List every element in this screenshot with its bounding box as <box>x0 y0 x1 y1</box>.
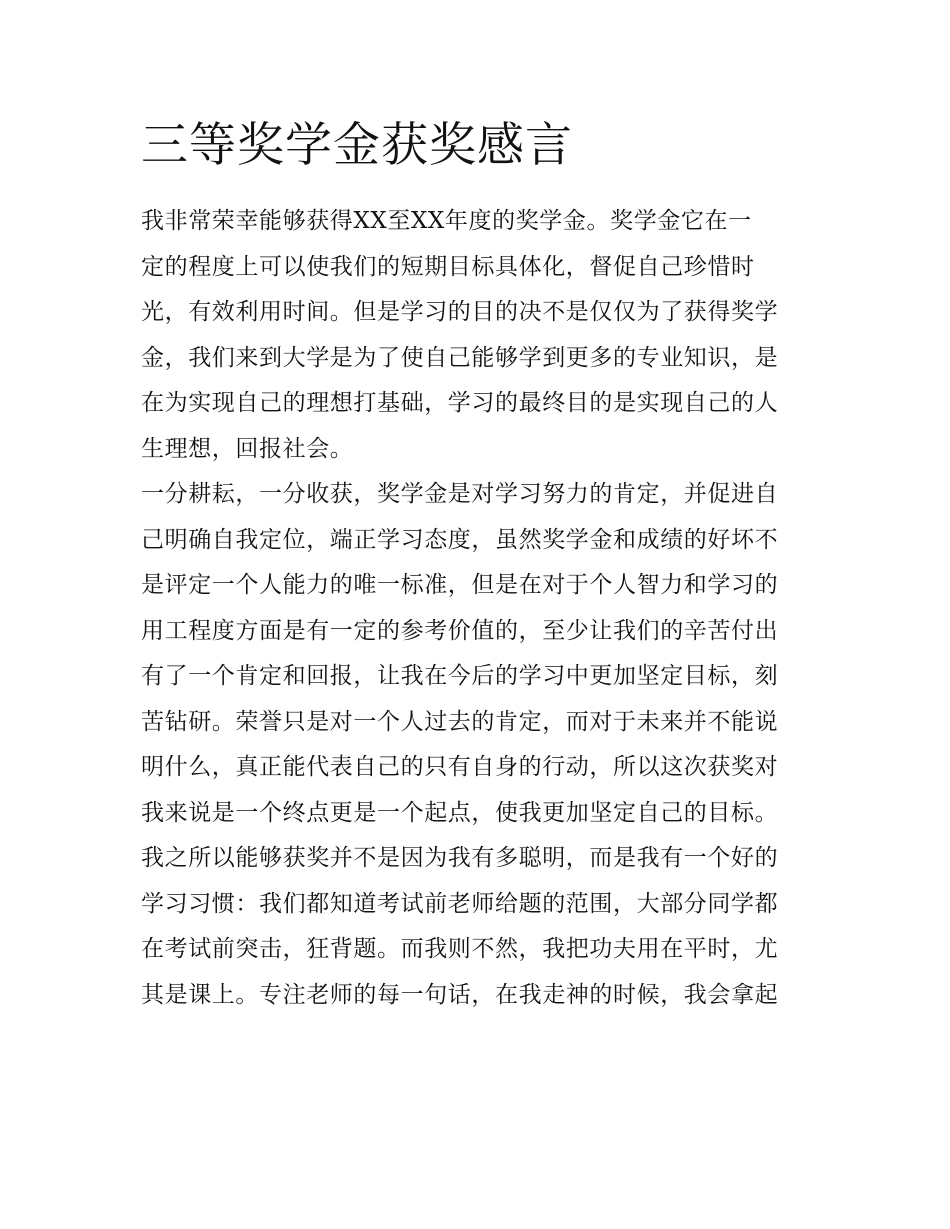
text-line-14: 我来说是一个终点更是一个起点，使我更加坚定自己的目标。 <box>141 799 779 826</box>
document-title: 三等奖学金获奖感言 <box>141 118 573 173</box>
text-line-3: 光，有效利用时间。但是学习的目的决不是仅仅为了获得奖学 <box>141 299 779 325</box>
text-line-10: 用工程度方面是有一定的参考价值的，至少让我们的辛苦付出 <box>141 617 779 644</box>
text-line-6: 生理想，回报社会。 <box>141 435 354 462</box>
text-line-2: 定的程度上可以使我们的短期目标具体化，督促自己珍惜时 <box>141 253 755 280</box>
text-line-16: 学习习惯：我们都知道考试前老师给题的范围，大部分同学都 <box>141 890 779 917</box>
text-line-15: 我之所以能够获奖并不是因为我有多聪明，而是我有一个好的 <box>141 845 779 871</box>
text-line-9: 是评定一个人能力的唯一标准，但是在对于个人智力和学习的 <box>141 572 779 598</box>
text-line-4: 金，我们来到大学是为了使自己能够学到更多的专业知识，是 <box>141 344 779 371</box>
document-body <box>141 199 813 1018</box>
text-line-7: 一分耕耘，一分收获，奖学金是对学习努力的肯定，并促进自 <box>141 481 779 507</box>
text-line-12: 苦钻研。荣誉只是对一个人过去的肯定，而对于未来并不能说 <box>141 708 779 735</box>
text-line-11: 有了一个肯定和回报，让我在今后的学习中更加坚定目标，刻 <box>141 663 779 689</box>
text-line-8: 己明确自我定位，端正学习态度，虽然奖学金和成绩的好坏不 <box>141 526 779 553</box>
text-line-1: 我非常荣幸能够获得XX至XX年度的奖学金。奖学金它在一 <box>141 208 752 234</box>
text-line-18: 其是课上。专注老师的每一句话，在我走神的时候，我会拿起 <box>141 981 779 1008</box>
text-line-17: 在考试前突击，狂背题。而我则不然，我把功夫用在平时，尤 <box>141 936 779 962</box>
text-line-13: 明什么，真正能代表自己的只有自身的行动，所以这次获奖对 <box>141 754 779 780</box>
text-line-5: 在为实现自己的理想打基础，学习的最终目的是实现自己的人 <box>141 390 779 416</box>
